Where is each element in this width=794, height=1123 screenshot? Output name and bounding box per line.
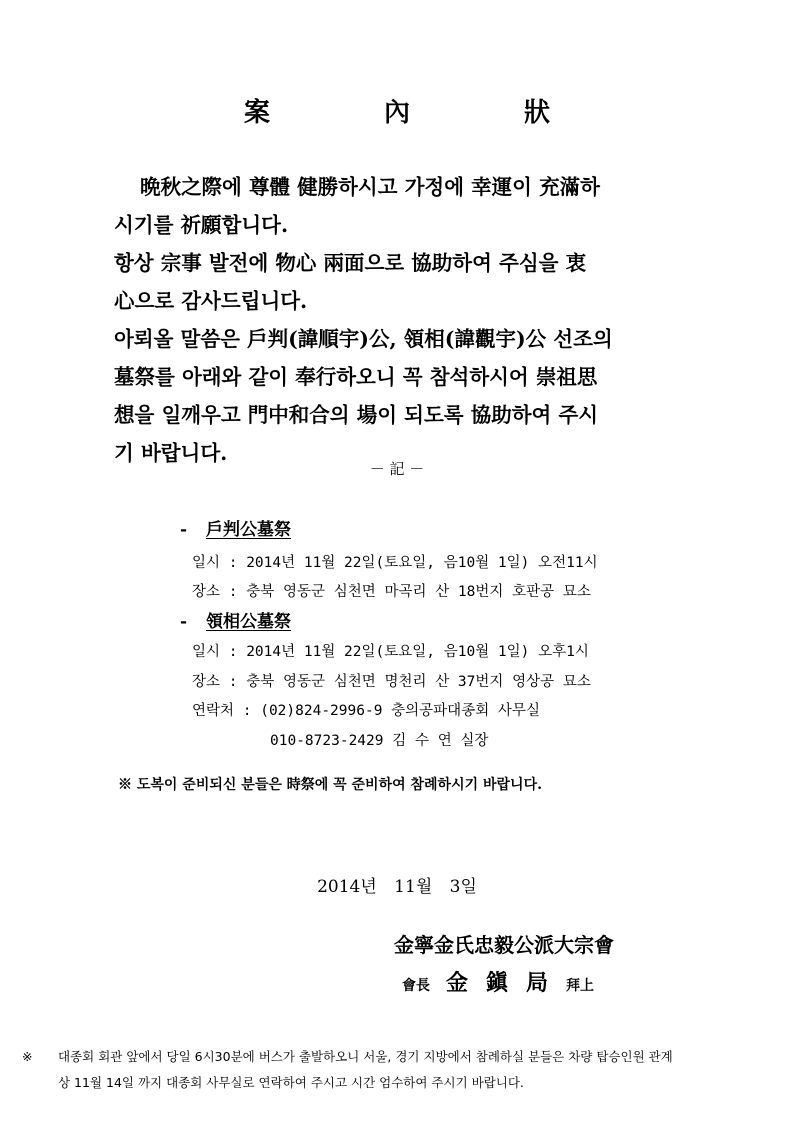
body-line-7: 想을 일깨우고 門中和合의 場이 되도록 協助하여 주시 — [114, 403, 599, 427]
event-title-hopan — [180, 515, 291, 540]
event-datetime-yeongsang: 일시 : 2014년 11월 22일(토요일, 음10월 1일) 오후1시 — [192, 644, 589, 660]
invitation-body — [114, 168, 694, 472]
signature — [402, 966, 594, 997]
contact-line-2: 010-8723-2429 김 수 연 실장 — [270, 733, 489, 749]
event-title-yeongsang — [180, 607, 291, 632]
bus-notice-line-2: 상 11월 14일 까지 대종회 사무실로 연락하여 주시고 시간 엄수하여 주시기 바랍니다. — [58, 1075, 524, 1090]
bus-notice-text-1: 대종회 회관 앞에서 당일 6시30분에 버스가 출발하오니 서울, 경기 지방에서 참례하실 분들은 차량 탑승인원 관계 — [58, 1049, 673, 1064]
event-name: 戶判公墓祭 — [206, 520, 291, 540]
body-line-8: 기 바랍니다. — [114, 441, 228, 465]
document-title: 案 內 狀 — [243, 98, 594, 128]
note-mark: ※ — [22, 1049, 33, 1064]
body-line-6: 墓祭를 아래와 같이 奉行하오니 꼭 참석하시어 崇祖思 — [114, 365, 598, 389]
signature-name: 金鎭局 — [446, 970, 567, 996]
event-place-hopan: 장소 : 충북 영동군 심천면 마곡리 산 18번지 호판공 묘소 — [192, 584, 591, 600]
body-line-2: 시기를 祈願합니다. — [114, 213, 289, 237]
gi-heading: － 記 － — [369, 460, 425, 478]
bus-notice-line-1 — [22, 1044, 782, 1070]
event-name: 領相公墓祭 — [206, 612, 291, 632]
bus-notice — [22, 1044, 782, 1096]
body-line-4: 心으로 감사드립니다. — [114, 289, 308, 313]
event-datetime-hopan: 일시 : 2014년 11월 22일(토요일, 음10월 1일) 오전11시 — [192, 555, 598, 571]
event-dash: - — [180, 520, 188, 540]
organization-name: 金寧金氏忠毅公派大宗會 — [394, 933, 614, 957]
signature-bow: 拜上 — [566, 978, 595, 994]
dress-note: ※ 도복이 준비되신 분들은 時祭에 꼭 준비하여 참례하시기 바랍니다. — [118, 777, 542, 793]
body-line-1: 晩秋之際에 尊體 健勝하시고 가정에 幸運이 充滿하 — [140, 175, 600, 199]
body-line-5: 아뢰올 말씀은 戶判(諱順宇)公, 領相(諱觀宇)公 선조의 — [114, 327, 613, 351]
signature-role: 會長 — [402, 978, 430, 994]
event-dash: - — [180, 612, 188, 632]
contact-line-1: 연락처 : (02)824-2996-9 충의공파대종회 사무실 — [192, 703, 540, 719]
event-place-yeongsang: 장소 : 충북 영동군 심천면 명천리 산 37번지 영상공 묘소 — [192, 674, 591, 690]
issue-date: 2014년 11월 3일 — [317, 877, 477, 897]
body-line-3: 항상 宗事 발전에 物心 兩面으로 協助하여 주심을 衷 — [114, 251, 587, 275]
